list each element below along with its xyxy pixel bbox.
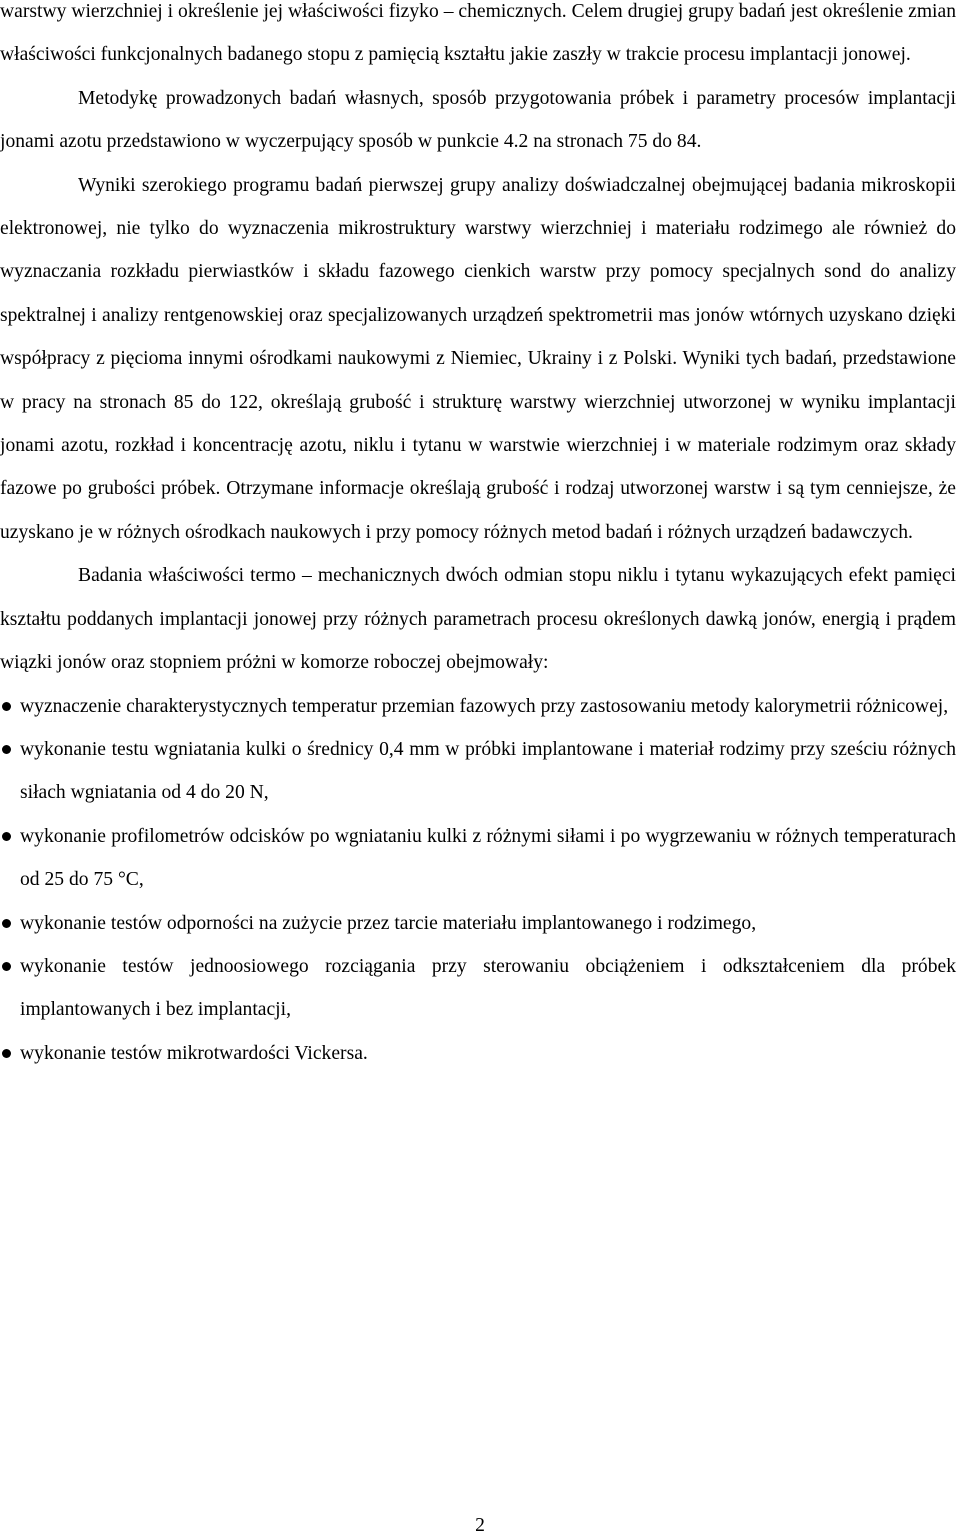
- list-item: [0, 815, 956, 902]
- bullet-icon: [2, 962, 11, 971]
- list-item-text: wykonanie testów mikrotwardości Vickersa.: [20, 1042, 368, 1064]
- list-item-text: wykonanie testu wgniatania kulki o średnicy 0,4 mm w próbki implantowane i materiał rodzimy przy sześciu różnych siłach wgniatania od 4 do 20 N,: [20, 738, 956, 804]
- page-number: 2: [475, 1515, 485, 1536]
- bullet-icon: [2, 745, 11, 754]
- list-item: [0, 1032, 956, 1075]
- paragraph-tests-intro: Badania właściwości termo – mechanicznych dwóch odmian stopu niklu i tytanu wykazujących efekt pamięci kształtu poddanych implantacji jonowej przy różnych parametrach procesu określonych dawką jonów, energią i prądem wiązki jonów oraz stopniem próżni w komorze roboczej obejmowały:: [0, 565, 956, 674]
- list-item: [0, 945, 956, 1032]
- bullet-icon: [2, 832, 11, 841]
- paragraph-results: Wyniki szerokiego programu badań pierwszej grupy analizy doświadczalnej obejmującej badania mikroskopii elektronowej, nie tylko do wyznaczenia mikrostruktury warstwy wierzchniej i materiału rodzimego ale również do wyznaczania rozkładu pierwiastków i składu fazowego cienkich warstw przy pomocy specjalnych sond do analizy spektralnej i analizy rentgenowskiej oraz specjalizowanych urządzeń spektrometrii mas jonów wtórnych uzyskano dzięki współpracy z pięcioma innymi ośrodkami naukowymi z Niemiec, Ukrainy i z Polski. Wyniki tych badań, przedstawione w pracy na stronach 85 do 122, określają grubość i strukturę warstwy wierzchniej utworzonej w wyniku implantacji jonami azotu, rozkład i koncentrację azotu, niklu i tytanu w warstwie wierzchniej i w materiale rodzimym oraz składy fazowe po grubości próbek. Otrzymane informacje określają grubość i rodzaj utworzonej warstw i są tym cenniejsze, że uzyskano je w różnych ośrodkach naukowych i przy pomocy różnych metod badań i różnych urządzeń badawczych.: [0, 174, 956, 543]
- paragraph-methodology: Metodykę prowadzonych badań własnych, sposób przygotowania próbek i parametry procesów implantacji jonami azotu przedstawiono w wyczerpujący sposób w punkcie 4.2 na stronach 75 do 84.: [0, 87, 956, 153]
- bullet-icon: [2, 702, 11, 711]
- list-item-text: wykonanie testów odporności na zużycie przez tarcie materiału implantowanego i rodzimego,: [20, 912, 757, 934]
- list-item-text: wyznaczenie charakterystycznych temperatur przemian fazowych przy zastosowaniu metody kalorymetrii różnicowej,: [20, 695, 949, 717]
- list-item: [0, 902, 956, 945]
- paragraph-continuation: warstwy wierzchniej i określenie jej właściwości fizyko – chemicznych. Celem drugiej grupy badań jest określenie zmian właściwości funkcjonalnych badanego stopu z pamięcią kształtu jakie zaszły w trakcie procesu implantacji jonowej.: [0, 1, 956, 66]
- list-item: [0, 728, 956, 815]
- test-list: [0, 685, 956, 1076]
- bullet-icon: [2, 919, 11, 928]
- list-item-text: wykonanie testów jednoosiowego rozciągania przy sterowaniu obciążeniem i odkształceniem dla próbek implantowanych i bez implantacji,: [20, 955, 956, 1021]
- list-item: [0, 685, 956, 728]
- list-item-text: wykonanie profilometrów odcisków po wgniataniu kulki z różnymi siłami i po wygrzewaniu w różnych temperaturach od 25 do 75 °C,: [20, 825, 956, 891]
- bullet-icon: [2, 1049, 11, 1058]
